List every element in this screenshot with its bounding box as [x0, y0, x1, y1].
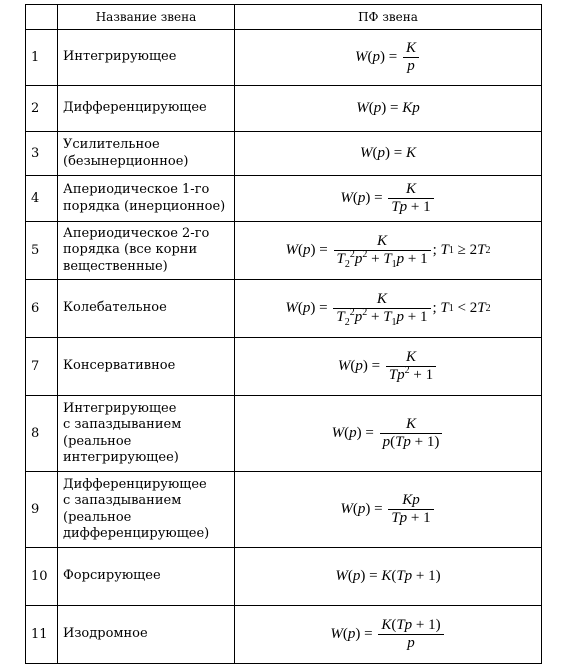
transfer-function: W ( p ) = $\frac{K(Tp + 1)}{p}$ — [235, 606, 542, 664]
row-name: Форсирующее — [58, 548, 235, 606]
header-tf: ПФ звена — [235, 5, 542, 30]
table-row — [26, 222, 542, 280]
row-number: 9 — [26, 472, 58, 548]
row-number: 6 — [26, 280, 58, 338]
table-row — [26, 396, 542, 472]
transfer-function: W ( p ) = K — [235, 132, 542, 176]
row-name: Апериодическое 1-го порядка (инерционное) — [58, 176, 235, 222]
transfer-function: W ( p ) = $\frac{K}{Tp + 1}$ — [235, 176, 542, 222]
transfer-function: W ( p ) = $\frac{K}{T_2^2p^2 + T_1p + 1}$ ; T 1 < 2 T 2 — [235, 280, 542, 338]
transfer-function: W ( p ) = K ( Tp + 1) — [235, 548, 542, 606]
transfer-function-table — [25, 4, 542, 664]
row-number: 3 — [26, 132, 58, 176]
header-name: Название звена — [58, 5, 235, 30]
row-name: Апериодическое 2-го порядка (все корни вещественные) — [58, 222, 235, 280]
row-number: 10 — [26, 548, 58, 606]
row-number: 11 — [26, 606, 58, 664]
table-row — [26, 132, 542, 176]
table-row — [26, 30, 542, 86]
transfer-function: W ( p ) = $\frac{K}{p}$ — [235, 30, 542, 86]
table-row — [26, 86, 542, 132]
row-name: Дифференцирующее с запаздыванием (реальное дифференцирующее) — [58, 472, 235, 548]
row-number: 5 — [26, 222, 58, 280]
table-row — [26, 606, 542, 664]
table-row — [26, 280, 542, 338]
row-name: Усилительное (безынерционное) — [58, 132, 235, 176]
transfer-function: W ( p ) = $\frac{K}{p(Tp + 1)}$ — [235, 396, 542, 472]
row-name: Изодромное — [58, 606, 235, 664]
header-number — [26, 5, 58, 30]
row-number: 1 — [26, 30, 58, 86]
table-row — [26, 548, 542, 606]
row-name: Интегрирующее — [58, 30, 235, 86]
row-name: Консервативное — [58, 338, 235, 396]
row-name: Колебательное — [58, 280, 235, 338]
row-number: 8 — [26, 396, 58, 472]
row-name: Дифференцирующее — [58, 86, 235, 132]
row-number: 2 — [26, 86, 58, 132]
transfer-function: W ( p ) = $\frac{K}{Tp^2 + 1}$ — [235, 338, 542, 396]
table-row — [26, 338, 542, 396]
transfer-function: W ( p ) = Kp — [235, 86, 542, 132]
row-number: 7 — [26, 338, 58, 396]
transfer-function: W ( p ) = $\frac{K}{T_2^2p^2 + T_1p + 1}$ ; T 1 ≥ 2 T 2 — [235, 222, 542, 280]
table-row — [26, 176, 542, 222]
header-row — [26, 5, 542, 30]
transfer-function: W ( p ) = $\frac{Kp}{Tp + 1}$ — [235, 472, 542, 548]
table-row — [26, 472, 542, 548]
row-number: 4 — [26, 176, 58, 222]
row-name: Интегрирующее с запаздыванием (реальное интегрирующее) — [58, 396, 235, 472]
